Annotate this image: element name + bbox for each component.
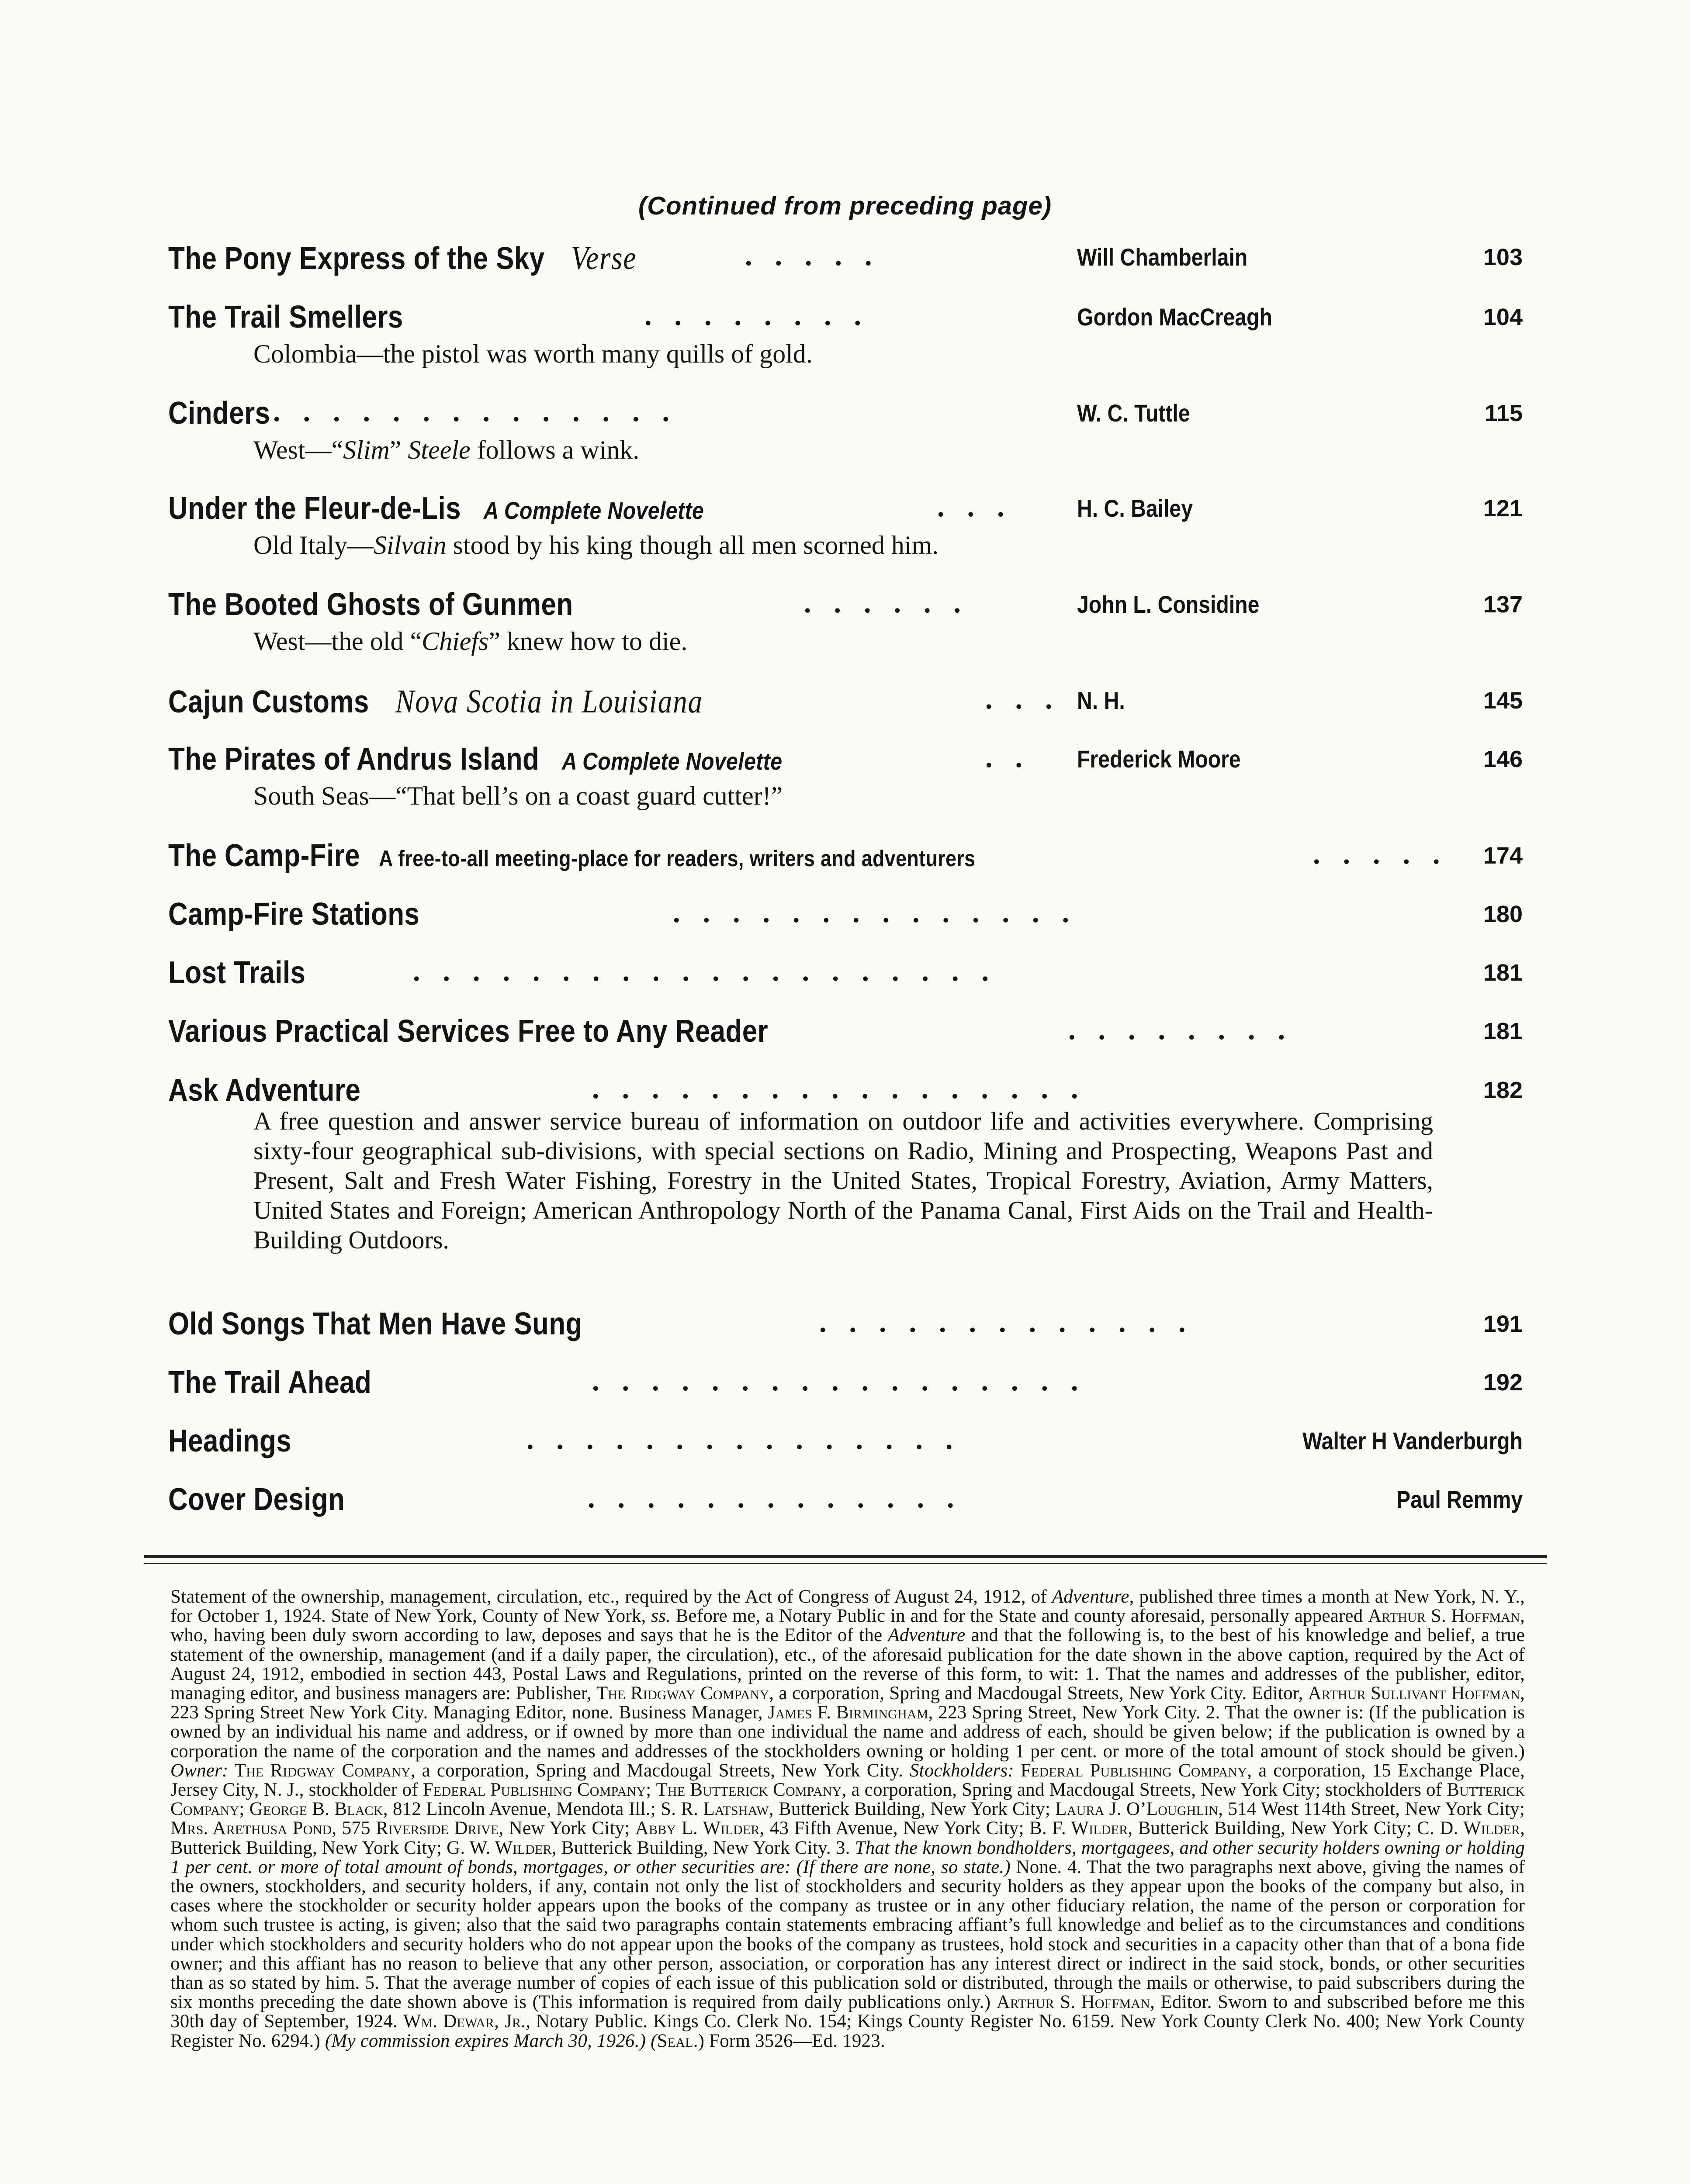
toc-entry: The Booted Ghosts of Gunmen ...... John L. Considine 137 West—the old “Chiefs” knew how to die. bbox=[168, 587, 1523, 656]
toc-entry: Cajun Customs Nova Scotia in Louisiana ... N. H. 145 bbox=[168, 683, 1523, 720]
toc-entry: Various Practical Services Free to Any Reader ........ 181 bbox=[168, 1014, 1523, 1049]
entry-title: Cajun Customs Nova Scotia in Louisiana bbox=[168, 683, 703, 720]
entry-author: John L. Considine bbox=[1077, 591, 1260, 618]
entry-page: 181 bbox=[1483, 960, 1523, 986]
continued-header: (Continued from preceding page) bbox=[638, 192, 1052, 220]
divider-rule bbox=[144, 1563, 1547, 1564]
entry-subtitle: A free-to-all meeting-place for readers, writers and adventurers bbox=[379, 846, 976, 871]
entry-author: W. C. Tuttle bbox=[1077, 399, 1190, 427]
entry-page: 182 bbox=[1483, 1077, 1523, 1103]
entry-page: 181 bbox=[1483, 1018, 1523, 1044]
entry-page: 192 bbox=[1483, 1369, 1523, 1396]
entry-subtitle: A Complete Novelette bbox=[483, 497, 704, 524]
toc-entry: The Camp-Fire A free-to-all meeting-place for readers, writers and adventurers ..... 174 bbox=[168, 838, 1523, 873]
entry-description: Colombia—the pistol was worth many quills of gold. bbox=[253, 339, 813, 368]
entry-title: Cover Design bbox=[168, 1482, 345, 1517]
toc-entry: Cinders .............. W. C. Tuttle 115 West—“Slim” Steele follows a wink. bbox=[168, 396, 1523, 464]
entry-page: 121 bbox=[1483, 495, 1523, 522]
entry-page: 174 bbox=[1483, 843, 1523, 869]
toc-entry: Old Songs That Men Have Sung ............. 191 bbox=[168, 1306, 1523, 1341]
entry-title: The Trail Ahead bbox=[168, 1365, 372, 1400]
entry-subtitle: Nova Scotia in Louisiana bbox=[395, 683, 703, 720]
entry-title: Lost Trails bbox=[168, 955, 306, 990]
entry-title: Old Songs That Men Have Sung bbox=[168, 1306, 582, 1341]
entry-page: 137 bbox=[1483, 591, 1523, 618]
entry-page: 103 bbox=[1483, 244, 1523, 270]
entry-author: Paul Remmy bbox=[1396, 1486, 1523, 1513]
toc-entry: Camp-Fire Stations .............. 180 bbox=[168, 897, 1523, 932]
entry-title: The Pony Express of the Sky Verse bbox=[168, 240, 637, 276]
entry-title: The Trail Smellers bbox=[168, 300, 403, 335]
toc-entry: The Pony Express of the Sky Verse ..... Will Chamberlain 103 bbox=[168, 240, 1523, 276]
entry-author: Will Chamberlain bbox=[1077, 243, 1248, 271]
toc-entry: The Pirates of Andrus Island A Complete Novelette .. Frederick Moore 146 South Seas—“That bell’s on a coast guard cutter!” bbox=[168, 742, 1523, 810]
entry-author: Gordon MacCreagh bbox=[1077, 303, 1272, 331]
toc-entry: Under the Fleur-de-Lis A Complete Novelette ... H. C. Bailey 121 Old Italy—Silvain stood by his king though all men scorned him. bbox=[168, 491, 1523, 560]
ownership-statement: Statement of the ownership, management, circulation, etc., required by the Act of Congress of August 24, 1912, of Adventure, published three times a month at New York, N. Y., for October 1, 1924. State of New York, County of New York, ss. Before me, a Notary Public in and for the State and county aforesaid, personally appeared Arthur S. Hoffman, who, having been duly sworn according to law, deposes and says that he is the Editor of the Adventure and that the following is, to the best of his knowledge and belief, a true statement of the ownership, management (and if a daily paper, the circulation), etc., of the aforesaid publication for the date shown in the above caption, required by the Act of August 24, 1912, embodied in section 443, Postal Laws and Regulations, printed on the reverse of this form, to wit: 1. That the names and addresses of the publisher, editor, managing editor, and business managers are: Publisher, The Ridgway Company, a corporation, Spring and Macdougal Streets, New York City. Editor, Arthur Sullivant Hoffman, 223 Spring Street New York City. Managing Editor, none. Business Manager, James F. Birmingham, 223 Spring Street, New York City. 2. That the owner is: (If the publication is owned by an individual his name and address, or if owned by more than one individual the name and address of each, should be given below; if the publication is owned by a corporation the name of the corporation and the names and addresses of the stockholders owning or holding 1 per cent. or more of the total amount of stock should be given.) Owner: The Ridgway Company, a corporation, Spring and Macdougal Streets, New York City. Stockholders: Federal Publishing Company, a corporation, 15 Exchange Place, Jersey City, N. J., stockholder of Federal Publishing Company; The Butterick Company, a corporation, Spring and Macdougal Streets, New York City; stockholders of Butterick Company; George B. Black, 812 Lincoln Avenue, Mendota Ill.; S. R. Latshaw, Butterick Building, New York City; Laura J. O’Loughlin, 514 West 114th Street, New York City; Mrs. Arethusa Pond, 575 Riverside Drive, New York City; Abby L. Wilder, 43 Fifth Avenue, New York City; B. F. Wilder, Butterick Building, New York City; C. D. Wilder, Butterick Building, New York City; G. W. Wilder, Butterick Building, New York City. 3. That the known bondholders, mortgagees, and other security holders owning or holding 1 per cent. or more of total amount of bonds, mortgages, or other securities are: (If there are none, so state.) None. 4. That the two paragraphs next above, giving the names of the owners, stockholders, and security holders, if any, contain not only the list of stockholders and security holders as they appear upon the books of the company but also, in cases where the stockholder or security holder appears upon the books of the company as trustee or in any other fiduciary relation, the name of the person or corporation for whom such trustee is acting, is given; also that the said two paragraphs contain statements embracing affiant’s full knowledge and belief as to the circumstances and conditions under which stockholders and security holders who do not appear upon the books of the company as trustees, hold stock and securities in a capacity other than that of a bona fide owner; and this affiant has no reason to believe that any other person, association, or corporation has any interest direct or indirect in the said stock, bonds, or other securities than as so stated by him. 5. That the average number of copies of each issue of this publication sold or distributed, through the mails or otherwise, to paid subscribers during the six months preceding the date shown above is (This information is required from daily publications only.) Arthur S. Hoffman, Editor. Sworn to and subscribed before me this 30th day of September, 1924. Wm. Dewar, Jr., Notary Public. Kings Co. Clerk No. 154; Kings County Register No. 6159. New York County Clerk No. 400; New York County Register No. 6294.) (My commission expires March 30, 1926.) (Seal.) Form 3526—Ed. 1923. bbox=[170, 1586, 1525, 2051]
entry-title: Various Practical Services Free to Any Reader bbox=[168, 1014, 769, 1049]
entry-description: West—the old “Chiefs” knew how to die. bbox=[253, 627, 688, 656]
entry-description: West—“Slim” Steele follows a wink. bbox=[253, 435, 640, 464]
toc-entry: The Trail Smellers ........ Gordon MacCreagh 104 Colombia—the pistol was worth many quills of gold. bbox=[168, 300, 1523, 368]
toc-entry: Ask Adventure ................. 182 A free question and answer service bureau of information on outdoor life and activities everywhere. Comprising sixty-four geographical sub-divisions, with special sections on Radio, Mining and Prospecting, Weapons Past and Present, Salt and Fresh Water Fishing, Forestry in the United States, Tropical Forestry, Aviation, Army Matters, United States and Foreign; American Anthropology North of the Panama Canal, First Aids on the Trail and Health-Building Outdoors. bbox=[168, 1073, 1523, 1254]
entry-title: Cinders bbox=[168, 396, 270, 431]
entry-page: 146 bbox=[1483, 746, 1523, 772]
entry-author: Walter H Vanderburgh bbox=[1302, 1427, 1523, 1455]
entry-page: 145 bbox=[1483, 688, 1523, 714]
entry-title: Camp-Fire Stations bbox=[168, 897, 420, 932]
entry-title: The Camp-Fire A free-to-all meeting-place for readers, writers and adventurers bbox=[168, 838, 976, 873]
toc-entry: Cover Design ............. Paul Remmy bbox=[168, 1482, 1523, 1517]
entry-title: The Booted Ghosts of Gunmen bbox=[168, 587, 573, 622]
entry-description: Old Italy—Silvain stood by his king though all men scorned him. bbox=[253, 531, 939, 560]
entry-title: Ask Adventure bbox=[168, 1073, 361, 1108]
entry-author: H. C. Bailey bbox=[1077, 494, 1193, 522]
entry-subtitle: A Complete Novelette bbox=[561, 747, 783, 775]
divider-rule bbox=[144, 1555, 1547, 1558]
entry-subtitle: Verse bbox=[571, 240, 637, 276]
entry-page: 104 bbox=[1483, 304, 1523, 330]
entry-description: A free question and answer service bureau of information on outdoor life and activities everywhere. Comprising sixty-four geographical sub-divisions, with special sections on Radio, Mining and Prospecting, Weapons Past and Present, Salt and Fresh Water Fishing, Forestry in the United States, Tropical Forestry, Aviation, Army Matters, United States and Foreign; American Anthropology North of the Panama Canal, First Aids on the Trail and Health-Building Outdoors. bbox=[253, 1107, 1433, 1254]
entry-page: 191 bbox=[1483, 1311, 1523, 1337]
entry-description: South Seas—“That bell’s on a coast guard cutter!” bbox=[253, 781, 783, 810]
toc-entry: The Trail Ahead ................. 192 bbox=[168, 1365, 1523, 1400]
entry-page: 180 bbox=[1483, 901, 1523, 927]
entry-title: Headings bbox=[168, 1424, 292, 1458]
toc-entry: Lost Trails .................... 181 bbox=[168, 955, 1523, 990]
entry-title: The Pirates of Andrus Island A Complete Novelette bbox=[168, 742, 783, 777]
entry-page: 115 bbox=[1484, 400, 1523, 426]
entry-title: Under the Fleur-de-Lis A Complete Novelette bbox=[168, 491, 704, 526]
entry-author: N. H. bbox=[1077, 687, 1125, 714]
entry-author: Frederick Moore bbox=[1077, 745, 1241, 773]
toc-entry: Headings ............... Walter H Vanderburgh bbox=[168, 1424, 1523, 1458]
